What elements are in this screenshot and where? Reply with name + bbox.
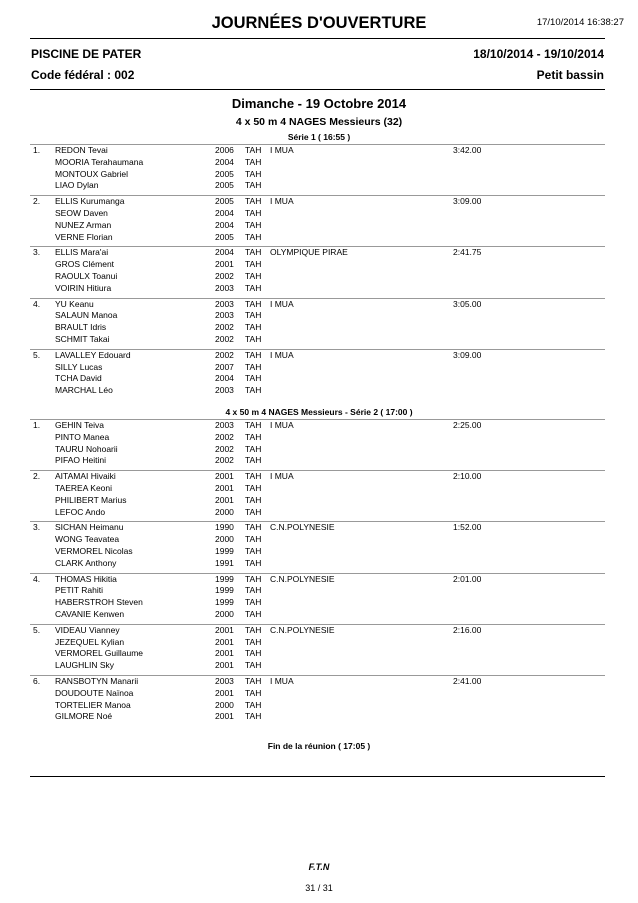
swimmer-row xyxy=(0,609,638,621)
birth-year: 1999 xyxy=(215,597,234,608)
country-code: TAH xyxy=(245,660,262,671)
birth-year: 2005 xyxy=(215,168,234,179)
country-code: TAH xyxy=(245,585,262,596)
birth-year: 2004 xyxy=(215,208,234,218)
birth-year: 2005 xyxy=(215,180,234,191)
document-title: JOURNÉES D'OUVERTURE xyxy=(211,14,427,32)
birth-year: 2004 xyxy=(215,219,234,230)
swimmer-row xyxy=(0,558,638,570)
country-code: TAH xyxy=(245,282,262,293)
swimmer-name: PETIT Rahiti xyxy=(55,585,104,596)
swimmer-name: AITAMAI Hivaiki xyxy=(55,471,116,482)
swimmer-name: VERMOREL Nicolas xyxy=(55,546,133,556)
birth-year: 2004 xyxy=(215,247,234,258)
swimmer-name: VERMOREL Guillaume xyxy=(55,648,144,659)
team-rank: 5. xyxy=(33,349,41,360)
swimmer-row xyxy=(0,145,638,157)
country-code: TAH xyxy=(245,443,262,454)
entry-time: 3:09.00 xyxy=(453,349,482,360)
swimmer-row xyxy=(0,507,638,519)
swimmer-row xyxy=(0,310,638,322)
swimmer-name: THOMAS Hikitia xyxy=(55,573,117,584)
swimmer-name: VOIRIN Hitiura xyxy=(55,282,112,293)
country-code: TAH xyxy=(245,648,262,659)
club-name: C.N.POLYNESIE xyxy=(270,573,335,584)
birth-year: 2002 xyxy=(215,455,234,466)
club-name: I MUA xyxy=(270,349,294,360)
entry-time: 3:42.00 xyxy=(453,145,482,155)
swimmer-row xyxy=(0,322,638,334)
team-rank: 2. xyxy=(33,196,41,207)
header-rule-top xyxy=(30,38,605,39)
birth-year: 1999 xyxy=(215,585,234,596)
swimmer-row xyxy=(0,350,638,362)
country-code: TAH xyxy=(245,373,262,384)
swimmer-row xyxy=(0,373,638,385)
club-name: I MUA xyxy=(270,420,294,430)
birth-year: 2001 xyxy=(215,711,234,722)
country-code: TAH xyxy=(245,431,262,442)
country-code: TAH xyxy=(245,636,262,647)
club-name: C.N.POLYNESIE xyxy=(270,624,335,635)
series-heading: 4 x 50 m 4 NAGES Messieurs - Série 2 ( 17:00 ) xyxy=(225,407,413,417)
birth-year: 2003 xyxy=(215,676,234,686)
club-name: I MUA xyxy=(270,298,294,309)
swimmer-name: LAVALLEY Edouard xyxy=(55,349,131,360)
swimmer-row xyxy=(0,522,638,534)
swimmer-row xyxy=(0,283,638,295)
country-code: TAH xyxy=(245,573,262,584)
swimmer-name: ELLIS Kurumanga xyxy=(55,196,125,207)
event-title: 4 x 50 m 4 NAGES Messieurs (32) xyxy=(235,116,403,128)
swimmer-row xyxy=(0,362,638,374)
swimmer-row xyxy=(0,432,638,444)
swimmer-row xyxy=(0,676,638,688)
country-code: TAH xyxy=(245,687,262,698)
country-code: TAH xyxy=(245,322,262,333)
country-code: TAH xyxy=(245,247,262,258)
swimmer-row xyxy=(0,455,638,467)
country-code: TAH xyxy=(245,455,262,466)
country-code: TAH xyxy=(245,168,262,179)
header-rule-bottom xyxy=(30,89,605,90)
swimmer-name: CAVANIE Kenwen xyxy=(55,609,125,619)
club-name: I MUA xyxy=(270,471,294,482)
swimmer-name: MOORIA Terahaumana xyxy=(55,156,144,167)
swimmer-row xyxy=(0,299,638,311)
birth-year: 2003 xyxy=(215,282,234,293)
footer-rule xyxy=(30,776,605,777)
swimmer-name: GILMORE Noé xyxy=(55,711,113,722)
birth-year: 2002 xyxy=(215,322,234,333)
swimmer-name: CLARK Anthony xyxy=(55,557,117,568)
swimmer-name: HABERSTROH Steven xyxy=(55,597,143,608)
birth-year: 2007 xyxy=(215,361,234,372)
club-name: OLYMPIQUE PIRAE xyxy=(270,247,348,258)
birth-year: 2002 xyxy=(215,334,234,344)
series-heading: Série 1 ( 16:55 ) xyxy=(287,132,351,142)
swimmer-name: WONG Teavatea xyxy=(55,534,120,545)
swimmer-name: NUNEZ Arman xyxy=(55,219,112,230)
swimmer-row xyxy=(0,220,638,232)
swimmer-row xyxy=(0,483,638,495)
team-rank: 6. xyxy=(33,676,41,686)
swimmer-row xyxy=(0,711,638,723)
club-name: I MUA xyxy=(270,196,294,207)
birth-year: 2002 xyxy=(215,349,234,360)
country-code: TAH xyxy=(245,546,262,556)
entry-time: 2:41.75 xyxy=(453,247,482,258)
country-code: TAH xyxy=(245,699,262,710)
swimmer-name: VERNE Florian xyxy=(55,231,113,242)
country-code: TAH xyxy=(245,597,262,608)
team-rank: 3. xyxy=(33,247,41,258)
country-code: TAH xyxy=(245,180,262,191)
swimmer-name: RANSBOTYN Manarii xyxy=(55,676,139,686)
birth-year: 2001 xyxy=(215,483,234,493)
swimmer-name: TAEREA Keoni xyxy=(55,483,113,493)
swimmer-name: REDON Tevai xyxy=(55,145,108,155)
birth-year: 2003 xyxy=(215,385,234,396)
swimmer-name: TCHA David xyxy=(55,373,102,384)
country-code: TAH xyxy=(245,624,262,635)
federal-code: Code fédéral : 002 xyxy=(31,68,135,82)
team-rank: 1. xyxy=(33,420,41,430)
meet-dates: 18/10/2014 - 19/10/2014 xyxy=(473,47,604,61)
swimmer-row xyxy=(0,585,638,597)
country-code: TAH xyxy=(245,420,262,430)
swimmer-name: PINTO Manea xyxy=(55,431,110,442)
page-number: 31 / 31 xyxy=(305,883,333,893)
birth-year: 2001 xyxy=(215,648,234,659)
team-rank: 4. xyxy=(33,298,41,309)
birth-year: 2001 xyxy=(215,259,234,270)
country-code: TAH xyxy=(245,310,262,321)
swimmer-row xyxy=(0,444,638,456)
birth-year: 2000 xyxy=(215,506,234,517)
birth-year: 2006 xyxy=(215,145,234,155)
end-of-meet-note: Fin de la réunion ( 17:05 ) xyxy=(267,741,371,751)
country-code: TAH xyxy=(245,711,262,722)
swimmer-name: GEHIN Teiva xyxy=(55,420,104,430)
swimmer-name: LAUGHLIN Sky xyxy=(55,660,115,671)
club-name: I MUA xyxy=(270,676,294,686)
country-code: TAH xyxy=(245,557,262,568)
swimmer-name: GROS Clément xyxy=(55,259,115,270)
country-code: TAH xyxy=(245,259,262,270)
birth-year: 2003 xyxy=(215,298,234,309)
country-code: TAH xyxy=(245,231,262,242)
birth-year: 2001 xyxy=(215,636,234,647)
swimmer-row xyxy=(0,688,638,700)
country-code: TAH xyxy=(245,676,262,686)
country-code: TAH xyxy=(245,334,262,344)
swimmer-name: MONTOUX Gabriel xyxy=(55,168,129,179)
country-code: TAH xyxy=(245,361,262,372)
birth-year: 2002 xyxy=(215,271,234,281)
entry-time: 2:25.00 xyxy=(453,420,482,430)
swimmer-row xyxy=(0,648,638,660)
swimmer-row xyxy=(0,597,638,609)
birth-year: 1999 xyxy=(215,573,234,584)
birth-year: 2003 xyxy=(215,420,234,430)
entry-time: 2:01.00 xyxy=(453,573,482,584)
country-code: TAH xyxy=(245,271,262,281)
country-code: TAH xyxy=(245,208,262,218)
country-code: TAH xyxy=(245,534,262,545)
birth-year: 2003 xyxy=(215,310,234,321)
swimmer-row xyxy=(0,259,638,271)
print-timestamp: 17/10/2014 16:38:27 xyxy=(536,17,624,28)
swimmer-name: SICHAN Heimanu xyxy=(55,522,124,533)
swimmer-row xyxy=(0,385,638,397)
swimmer-row xyxy=(0,574,638,586)
swimmer-row xyxy=(0,625,638,637)
swimmer-name: LEFOC Ando xyxy=(55,506,106,517)
birth-year: 2000 xyxy=(215,534,234,545)
swimmer-name: PIFAO Heitini xyxy=(55,455,107,466)
birth-year: 2005 xyxy=(215,231,234,242)
swimmer-row xyxy=(0,196,638,208)
country-code: TAH xyxy=(245,522,262,533)
swimmer-name: PHILIBERT Marius xyxy=(55,494,127,505)
swimmer-name: SALAUN Manoa xyxy=(55,310,118,321)
country-code: TAH xyxy=(245,349,262,360)
footer-organization: F.T.N xyxy=(308,862,330,872)
club-name: C.N.POLYNESIE xyxy=(270,522,335,533)
birth-year: 2000 xyxy=(215,699,234,710)
team-rank: 1. xyxy=(33,145,41,155)
swimmer-name: YU Keanu xyxy=(55,298,94,309)
birth-year: 2001 xyxy=(215,471,234,482)
swimmer-name: MARCHAL Léo xyxy=(55,385,113,396)
swimmer-name: RAOULX Toanui xyxy=(55,271,118,281)
country-code: TAH xyxy=(245,385,262,396)
swimmer-name: BRAULT Idris xyxy=(55,322,107,333)
club-name: I MUA xyxy=(270,145,294,155)
swimmer-name: LIAO Dylan xyxy=(55,180,99,191)
swimmer-row xyxy=(0,420,638,432)
swimmer-name: SEOW Daven xyxy=(55,208,108,218)
birth-year: 1999 xyxy=(215,546,234,556)
swimmer-row xyxy=(0,534,638,546)
entry-time: 1:52.00 xyxy=(453,522,482,533)
country-code: TAH xyxy=(245,609,262,619)
swimmer-row xyxy=(0,334,638,346)
swimmer-row xyxy=(0,232,638,244)
swimmer-name: SCHMIT Takai xyxy=(55,334,110,344)
birth-year: 2005 xyxy=(215,196,234,207)
swimmer-name: TORTELIER Manoa xyxy=(55,699,131,710)
team-rank: 4. xyxy=(33,573,41,584)
swimmer-name: VIDEAU Vianney xyxy=(55,624,120,635)
swimmer-row xyxy=(0,157,638,169)
entry-time: 2:16.00 xyxy=(453,624,482,635)
swimmer-row xyxy=(0,471,638,483)
birth-year: 2001 xyxy=(215,624,234,635)
swimmer-row xyxy=(0,700,638,712)
birth-year: 2004 xyxy=(215,156,234,167)
swimmer-row xyxy=(0,495,638,507)
birth-year: 1990 xyxy=(215,522,234,533)
birth-year: 2001 xyxy=(215,687,234,698)
swimmer-name: JEZEQUEL Kylian xyxy=(55,636,125,647)
country-code: TAH xyxy=(245,219,262,230)
country-code: TAH xyxy=(245,156,262,167)
team-rank: 2. xyxy=(33,471,41,482)
swimmer-row xyxy=(0,180,638,192)
entry-time: 2:10.00 xyxy=(453,471,482,482)
country-code: TAH xyxy=(245,483,262,493)
country-code: TAH xyxy=(245,471,262,482)
swimmer-row xyxy=(0,271,638,283)
country-code: TAH xyxy=(245,145,262,155)
pool-name: PISCINE DE PATER xyxy=(31,47,142,61)
team-rank: 5. xyxy=(33,624,41,635)
swimmer-row xyxy=(0,247,638,259)
birth-year: 2002 xyxy=(215,431,234,442)
team-rank: 3. xyxy=(33,522,41,533)
birth-year: 2004 xyxy=(215,373,234,384)
country-code: TAH xyxy=(245,494,262,505)
day-heading: Dimanche - 19 Octobre 2014 xyxy=(231,96,407,111)
swimmer-name: TAURU Nohoarii xyxy=(55,443,118,454)
entry-time: 3:05.00 xyxy=(453,298,482,309)
country-code: TAH xyxy=(245,506,262,517)
birth-year: 2001 xyxy=(215,494,234,505)
entry-time: 3:09.00 xyxy=(453,196,482,207)
entry-time: 2:41.00 xyxy=(453,676,482,686)
birth-year: 1991 xyxy=(215,557,234,568)
swimmer-name: SILLY Lucas xyxy=(55,361,103,372)
basin-type: Petit bassin xyxy=(536,68,604,82)
swimmer-name: ELLIS Mara'ai xyxy=(55,247,109,258)
swimmer-row xyxy=(0,660,638,672)
country-code: TAH xyxy=(245,196,262,207)
swimmer-row xyxy=(0,546,638,558)
birth-year: 2000 xyxy=(215,609,234,619)
swimmer-row xyxy=(0,208,638,220)
swimmer-row xyxy=(0,169,638,181)
birth-year: 2002 xyxy=(215,443,234,454)
swimmer-name: DOUDOUTE Naïnoa xyxy=(55,687,134,698)
swimmer-row xyxy=(0,637,638,649)
birth-year: 2001 xyxy=(215,660,234,671)
country-code: TAH xyxy=(245,298,262,309)
